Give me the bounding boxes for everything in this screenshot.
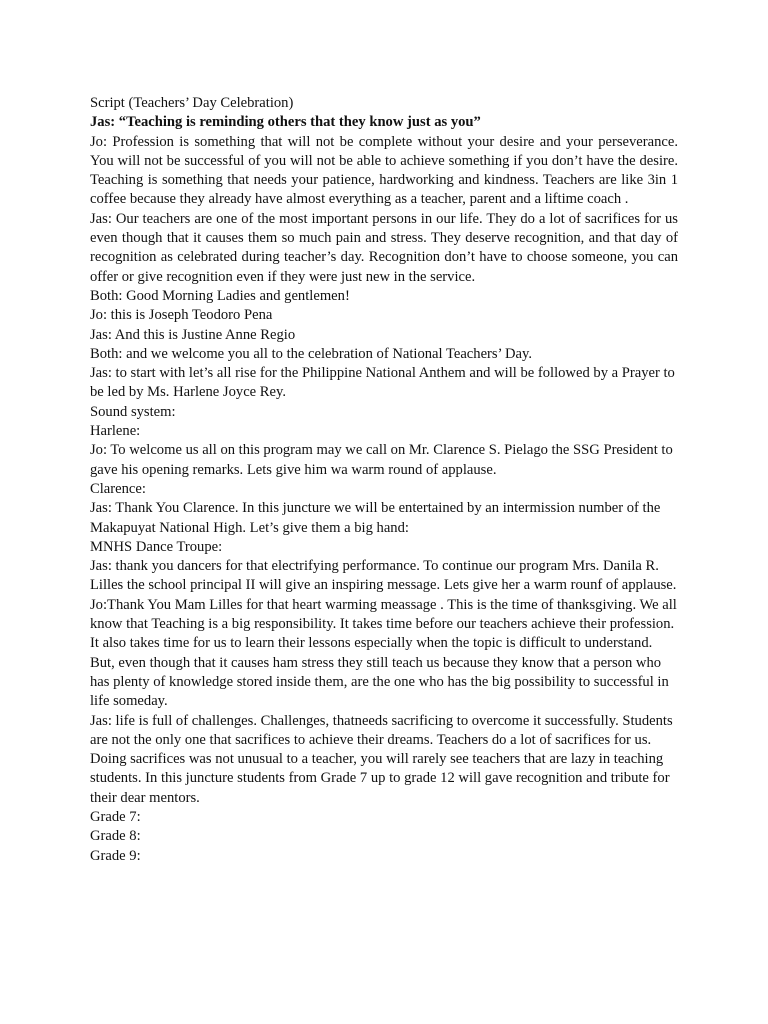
script-line: Jo: To welcome us all on this program may we call on Mr. Clarence S. Pielago the SSG President to gave his opening remarks. Lets give him wa warm round of applause. <box>90 442 673 478</box>
script-line: Grade 8: <box>90 828 141 845</box>
script-line: Grade 9: <box>90 847 141 864</box>
script-line: Jas: Thank You Clarence. In this juncture we will be entertained by an intermission number of the Makapuyat National High. Let’s give them a big hand: <box>90 500 661 536</box>
document-title: Script (Teachers’ Day Celebration) <box>90 95 294 111</box>
script-line: Jas: thank you dancers for that electrifying performance. To continue our program Mrs. Danila R. Lilles the school principal II will give an inspiring message. Lets give her a warm rounf of applause. <box>90 558 677 594</box>
script-line: Jas: “Teaching is reminding others that they know just as you” <box>90 114 481 131</box>
script-body <box>90 113 678 866</box>
script-line: Harlene: <box>90 423 141 440</box>
script-line: Jo:Thank You Mam Lilles for that heart warming meassage . This is the time of thanksgiving. We all know that Teaching is a big responsibility. It takes time before our teachers achieve their profession. It also takes time for us to learn their lessons especially when the topic is difficult to understand. But, even though that it causes ham stress they still teach us because they know that a person who has plenty of knowledge stored inside them, are the one who has the big possibility to successful in life someday. <box>90 596 677 710</box>
script-line: Jas: life is full of challenges. Challenges, thatneeds sacrificing to overcome it successfully. Students are not the only one that sacrifices to achieve their dreams. Teachers do a lot of sacrifices for us. Doing sacrifices was not unusual to a teacher, you will rarely see teachers that are lazy in teaching students. In this juncture students from Grade 7 up to grade 12 will gave recognition and tribute for their dear mentors. <box>90 712 673 806</box>
script-line: Jo: Profession is something that will not be complete without your desire and your perseverance. You will not be successful of you will not be able to achieve something if you don’t have the desire. Teaching is something that needs your patience, hardworking and kindness. Teachers are like 3in 1 coffee because they already have almost everything as a teacher, parent and a liftime coach . <box>90 133 678 208</box>
script-document <box>90 94 678 866</box>
script-line: Clarence: <box>90 480 146 497</box>
script-line: Jo: this is Joseph Teodoro Pena <box>90 307 273 324</box>
script-line: Sound system: <box>90 403 176 420</box>
script-line: MNHS Dance Troupe: <box>90 538 223 555</box>
script-line: Grade 7: <box>90 808 141 825</box>
script-line: Jas: to start with let’s all rise for the Philippine National Anthem and will be followed by a Prayer to be led by Ms. Harlene Joyce Rey. <box>90 365 675 401</box>
script-line: Both: and we welcome you all to the celebration of National Teachers’ Day. <box>90 345 533 362</box>
script-line: Jas: Our teachers are one of the most important persons in our life. They do a lot of sacrifices for us even though that it causes them so much pain and stress. They deserve recognition, and that day of recognition as celebrated during teacher’s day. Recognition don’t have to choose someone, you can offer or give recognition even if they were just new in the service. <box>90 210 678 285</box>
script-line: Jas: And this is Justine Anne Regio <box>90 326 296 343</box>
script-line: Both: Good Morning Ladies and gentlemen! <box>90 287 350 304</box>
